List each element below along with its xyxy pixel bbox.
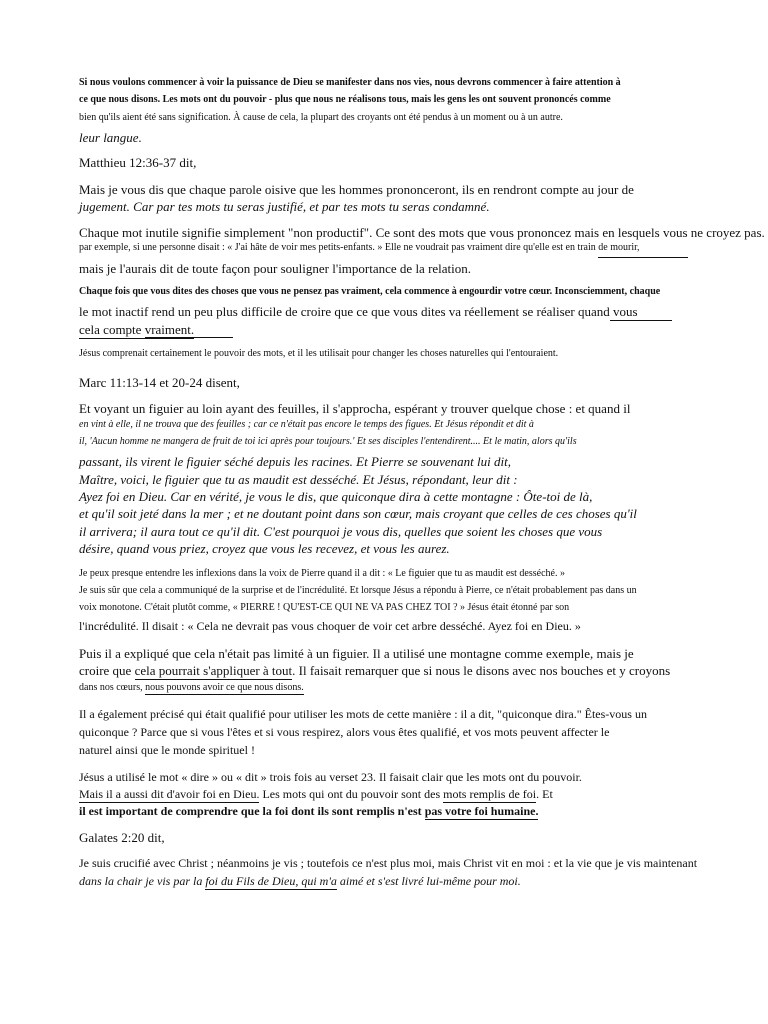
underlined-phrase: cela pourrait s'appliquer à tout [134,663,293,678]
intro-line-4: leur langue. [79,130,142,145]
scripture-reference: Marc 11:13-14 et 20-24 disent, [79,375,240,390]
paragraph-line: Jésus comprenait certainement le pouvoir des mots, et il les utilisait pour changer les choses naturelles qui l'entouraient. [79,348,559,359]
paragraph-line: l'incrédulité. Il disait : « Cela ne devrait pas vous choquer de voir cet arbre desséché. Ayez foi en Dieu. » [79,619,581,633]
underlined-phrase: mots remplis de foi [443,787,537,801]
plain-phrase: dans la chair je vis par la [79,874,206,888]
paragraph-line: naturel ainsi que le monde spirituel ! [79,743,255,757]
paragraph-line [79,683,304,693]
intro-line-3: bien qu'ils aient été sans signification. À cause de cela, la plupart des croyants ont été pendus à un moment ou à un autre. [79,112,563,123]
paragraph-line [79,323,194,336]
paragraph-line: Je suis sûr que cela a communiqué de la surprise et de l'incrédulité. Et lorsque Jésus a répondu à Pierre, ce n'était probablement pas dans un [79,585,637,596]
plain-phrase: croire que [79,663,135,678]
plain-phrase: il est important de comprendre que la foi dont ils sont remplis n'est [79,804,425,818]
paragraph-line: le mot inactif rend un peu plus difficile de croire que ce que vous dites va réellement se réaliser quand vous [79,304,638,319]
plain-phrase: Les mots qui ont du pouvoir sont des [259,787,444,801]
plain-phrase: . Et [536,787,553,801]
plain-phrase: . Il faisait remarquer que si nous le disons avec nos bouches et y croyons [292,663,671,678]
paragraph-line [79,805,538,817]
paragraph-line [79,664,670,677]
paragraph-line: Puis il a expliqué que cela n'était pas limité à un figuier. Il a utilisé une montagne comme exemple, mais je [79,646,634,661]
plain-phrase: dans nos cœurs, [79,682,146,693]
underlined-phrase: Mais il a aussi dit d'avoir foi en Dieu. [79,787,260,801]
underlined-phrase: cela compte [79,322,145,337]
quote-line: Ayez foi en Dieu. Car en vérité, je vous le dis, que quiconque dira à cette montagne : Ôte-toi de là, [79,489,593,504]
scripture-reference: Matthieu 12:36-37 dit, [79,155,197,170]
paragraph-line: par exemple, si une personne disait : « J'ai hâte de voir mes petits-enfants. » Elle ne voudrait pas vraiment dire qu'elle est en train de mourir, [79,242,640,253]
underlined-phrase: foi du Fils de Dieu, qui m'a [205,874,337,888]
underlined-phrase: vraiment. [144,322,195,337]
paragraph-line: mais je l'aurais dit de toute façon pour souligner l'importance de la relation. [79,261,472,276]
quote-line [79,875,521,887]
quote-line: jugement. Car par tes mots tu seras justifié, et par tes mots tu seras condamné. [79,199,490,214]
underlined-phrase: nous pouvons avoir ce que nous disons. [145,682,304,693]
quote-line: en vint à elle, il ne trouva que des feuilles ; car ce n'était pas encore le temps des figues. Et Jésus répondit et dit à [79,419,534,430]
plain-phrase: aimé et s'est livré lui-même pour moi. [336,874,521,888]
quote-line: Mais je vous dis que chaque parole oisive que les hommes prononceront, ils en rendront compte au jour de [79,182,634,197]
paragraph-line: Chaque mot inutile signifie simplement "non productif". Ce sont des mots que vous prononcez mais en lesquels vous ne croyez pas. [79,225,765,240]
intro-line-1: Si nous voulons commencer à voir la puissance de Dieu se manifester dans nos vies, nous devrons commencer à faire attention à [79,77,621,88]
quote-line: Et voyant un figuier au loin ayant des feuilles, il s'approcha, espérant y trouver quelque chose : et quand il [79,401,631,416]
paragraph-line [79,788,553,800]
quote-line: Maître, voici, le figuier que tu as maudit est desséché. Et Jésus, répondant, leur dit : [79,472,518,487]
scripture-reference: Galates 2:20 dit, [79,830,165,845]
underline-rule [610,320,672,321]
quote-line: il, 'Aucun homme ne mangera de fruit de toi ici après pour toujours.' Et ses disciples l'entendirent.... Et le matin, alors qu'ils [79,436,577,447]
paragraph-line: Je peux presque entendre les inflexions dans la voix de Pierre quand il a dit : « Le figuier que tu as maudit est desséché. » [79,568,565,579]
quote-line: et qu'il soit jeté dans la mer ; et ne doutant point dans son cœur, mais croyant que celles de ces choses qu'il [79,506,637,521]
underlined-phrase: pas votre foi humaine. [424,804,539,818]
paragraph-line: Il a également précisé qui était qualifié pour utiliser les mots de cette manière : il a dit, "quiconque dira." Êtes-vous un [79,707,647,721]
quote-line: passant, ils virent le figuier séché depuis les racines. Et Pierre se souvenant lui dit, [79,454,511,469]
quote-line: Je suis crucifié avec Christ ; néanmoins je vis ; toutefois ce n'est plus moi, mais Christ vit en moi : et la vie que je vis maintenant [79,856,698,870]
underline-rule [598,257,688,258]
quote-line: désire, quand vous priez, croyez que vous les recevez, et vous les aurez. [79,541,450,556]
intro-line-2: ce que nous disons. Les mots ont du pouvoir - plus que nous ne réalisons tous, mais les gens les ont souvent prononcés comme [79,94,611,105]
paragraph-line: voix monotone. C'était plutôt comme, « PIERRE ! QU'EST-CE QUI NE VA PAS CHEZ TOI ? » Jésus était étonné par son [79,602,570,613]
paragraph-line: Jésus a utilisé le mot « dire » ou « dit » trois fois au verset 23. Il faisait clair que les mots ont du pouvoir. [79,770,582,784]
paragraph-line: quiconque ? Parce que si vous l'êtes et si vous respirez, alors vous êtes qualifié, et vos mots peuvent affecter le [79,725,610,739]
paragraph-line: Chaque fois que vous dites des choses que vous ne pensez pas vraiment, cela commence à engourdir votre cœur. Inconsciemment, chaque [79,286,661,297]
underline-rule [145,337,233,338]
quote-line: il arrivera; il aura tout ce qu'il dit. C'est pourquoi je vous dis, quelles que soient les choses que vous [79,524,603,539]
